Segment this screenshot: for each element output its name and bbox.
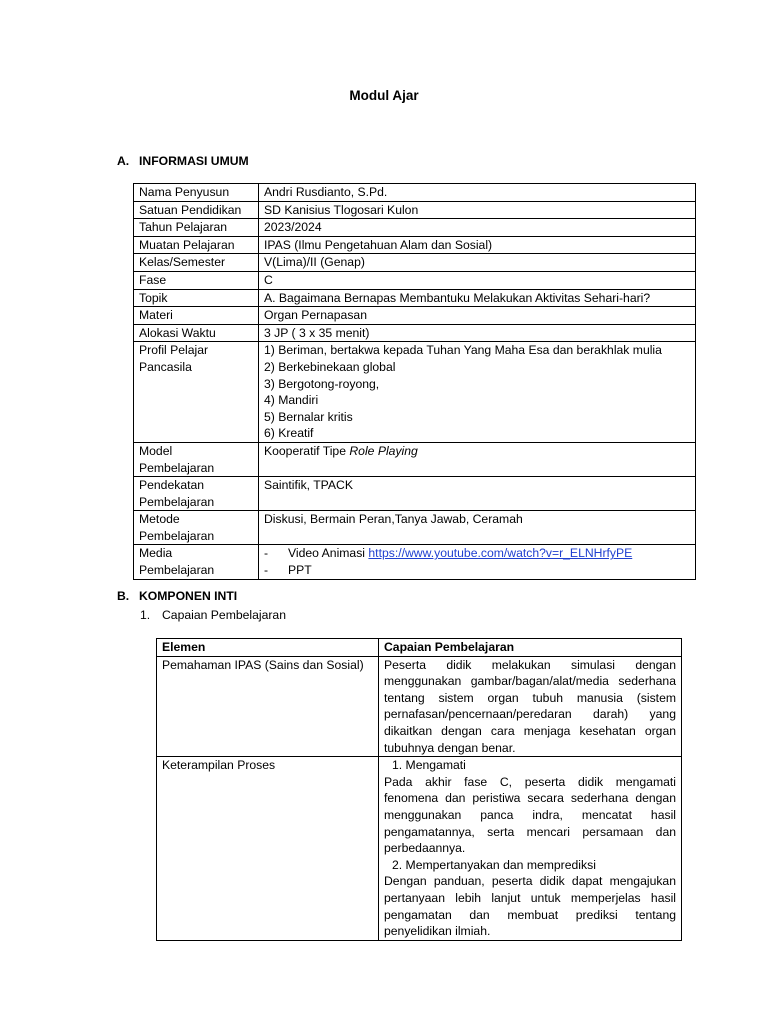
table-row [134, 201, 696, 219]
section-b-heading [117, 588, 237, 605]
media-label [134, 545, 259, 579]
capaian-cell: Peserta didik melakukan simulasi dengan menggunakan gambar/bagan/alat/media sederhana tentang sistem organ tubuh manusia (sistem pernafasan/pencernaan/peredaran darah) yang dikaitkan dengan cara menjaga kesehatan organ tubuhnya dengan benar. [379, 656, 682, 757]
fase-value: C [259, 271, 696, 289]
table-row [134, 477, 696, 511]
pendekatan-value: Saintifik, TPACK [259, 477, 696, 511]
list-item [264, 562, 690, 579]
point-2-title: 2. Mempertanyakan dan memprediksi [392, 857, 596, 872]
video-label: Video Animasi [288, 546, 369, 561]
alokasi-waktu-label: Alokasi Waktu [134, 324, 259, 342]
profil-label-line-1: Profil Pelajar [139, 343, 209, 358]
section-a-heading [117, 153, 249, 170]
subheading-number: 1. [140, 608, 151, 622]
media-label-line-1: Media [139, 546, 173, 561]
pendekatan-label-line-2: Pembelajaran [139, 494, 215, 509]
point-2-text: Dengan panduan, peserta didik dapat mengajukan pertanyaan lebih lanjut untuk memperjelas hasil pengamatan dan membuat prediksi tentang penyelidikan ilmiah. [384, 874, 676, 939]
list-item [264, 545, 690, 562]
media-value [259, 545, 696, 579]
kelas-semester-label: Kelas/Semester [134, 254, 259, 272]
pendekatan-label [134, 477, 259, 511]
capaian-subheading [140, 607, 286, 624]
pendekatan-label-line-1: Pendekatan [139, 478, 205, 493]
model-label-line-2: Pembelajaran [139, 460, 215, 475]
model-value [259, 442, 696, 476]
materi-value: Organ Pernapasan [259, 307, 696, 325]
section-a-title: INFORMASI UMUM [139, 154, 249, 168]
satuan-pendidikan-value: SD Kanisius Tlogosari Kulon [259, 201, 696, 219]
table-row [134, 511, 696, 545]
table-row [134, 289, 696, 307]
metode-value: Diskusi, Bermain Peran,Tanya Jawab, Ceramah [259, 511, 696, 545]
metode-label-line-1: Metode [139, 512, 180, 527]
list-item: 4) Mandiri [264, 393, 319, 408]
table-row [134, 307, 696, 325]
column-header-elemen: Elemen [157, 639, 379, 657]
point-1-text: Pada akhir fase C, peserta didik mengamati fenomena dan peristiwa secara sederhana dengan menggunakan panca indra, mencatat hasil pengamatannya, serta mencari persamaan dan perbedaannya. [384, 774, 676, 856]
youtube-link[interactable]: https://www.youtube.com/watch?v=r_ELNHrfyPE [368, 546, 633, 561]
column-header-capaian: Capaian Pembelajaran [379, 639, 682, 657]
dash-bullet: - [264, 546, 269, 561]
section-a-letter: A. [117, 154, 130, 168]
list-item: 6) Kreatif [264, 426, 314, 441]
table-row [134, 219, 696, 237]
tahun-pelajaran-label: Tahun Pelajaran [134, 219, 259, 237]
metode-label [134, 511, 259, 545]
model-value-italic: Role Playing [349, 443, 418, 458]
section-b-letter: B. [117, 589, 130, 603]
list-item: 2) Berkebinekaan global [264, 359, 396, 374]
profil-pelajar-value [259, 342, 696, 443]
elemen-cell: Keterampilan Proses [157, 757, 379, 941]
table-row [134, 254, 696, 272]
fase-label: Fase [134, 271, 259, 289]
list-item: 3) Bergotong-royong, [264, 376, 380, 391]
model-label-line-1: Model [139, 443, 173, 458]
subheading-title: Capaian Pembelajaran [162, 608, 286, 622]
profil-label-line-2: Pancasila [139, 359, 192, 374]
kelas-semester-value: V(Lima)/II (Genap) [259, 254, 696, 272]
document-title: Modul Ajar [349, 88, 419, 103]
table-row [134, 236, 696, 254]
table-row [157, 757, 682, 941]
table-row [134, 324, 696, 342]
nama-penyusun-value: Andri Rusdianto, S.Pd. [259, 184, 696, 202]
dash-bullet: - [264, 563, 269, 578]
table-row [134, 184, 696, 202]
table-row [157, 656, 682, 757]
muatan-pelajaran-value: IPAS (Ilmu Pengetahuan Alam dan Sosial) [259, 236, 696, 254]
metode-label-line-2: Pembelajaran [139, 528, 215, 543]
alokasi-waktu-value: 3 JP ( 3 x 35 menit) [259, 324, 696, 342]
table-row [134, 442, 696, 476]
topik-value: A. Bagaimana Bernapas Membantuku Melakukan Aktivitas Sehari-hari? [259, 289, 696, 307]
elemen-cell: Pemahaman IPAS (Sains dan Sosial) [157, 656, 379, 757]
informasi-umum-table [133, 183, 696, 580]
model-label [134, 442, 259, 476]
list-item: 5) Bernalar kritis [264, 409, 353, 424]
table-row [134, 545, 696, 579]
section-b-title: KOMPONEN INTI [139, 589, 238, 603]
muatan-pelajaran-label: Muatan Pelajaran [134, 236, 259, 254]
point-1-title: 1. Mengamati [392, 758, 466, 773]
materi-label: Materi [134, 307, 259, 325]
table-row [134, 271, 696, 289]
table-header-row [157, 639, 682, 657]
nama-penyusun-label: Nama Penyusun [134, 184, 259, 202]
table-row [134, 342, 696, 443]
capaian-cell [379, 757, 682, 941]
model-value-plain: Kooperatif Tipe [264, 443, 350, 458]
ppt-label: PPT [288, 563, 312, 578]
tahun-pelajaran-value: 2023/2024 [259, 219, 696, 237]
media-label-line-2: Pembelajaran [139, 563, 215, 578]
list-item: 1) Beriman, bertakwa kepada Tuhan Yang Maha Esa dan berakhlak mulia [264, 343, 662, 358]
capaian-pembelajaran-table [156, 638, 682, 941]
profil-pelajar-label [134, 342, 259, 443]
topik-label: Topik [134, 289, 259, 307]
satuan-pendidikan-label: Satuan Pendidikan [134, 201, 259, 219]
